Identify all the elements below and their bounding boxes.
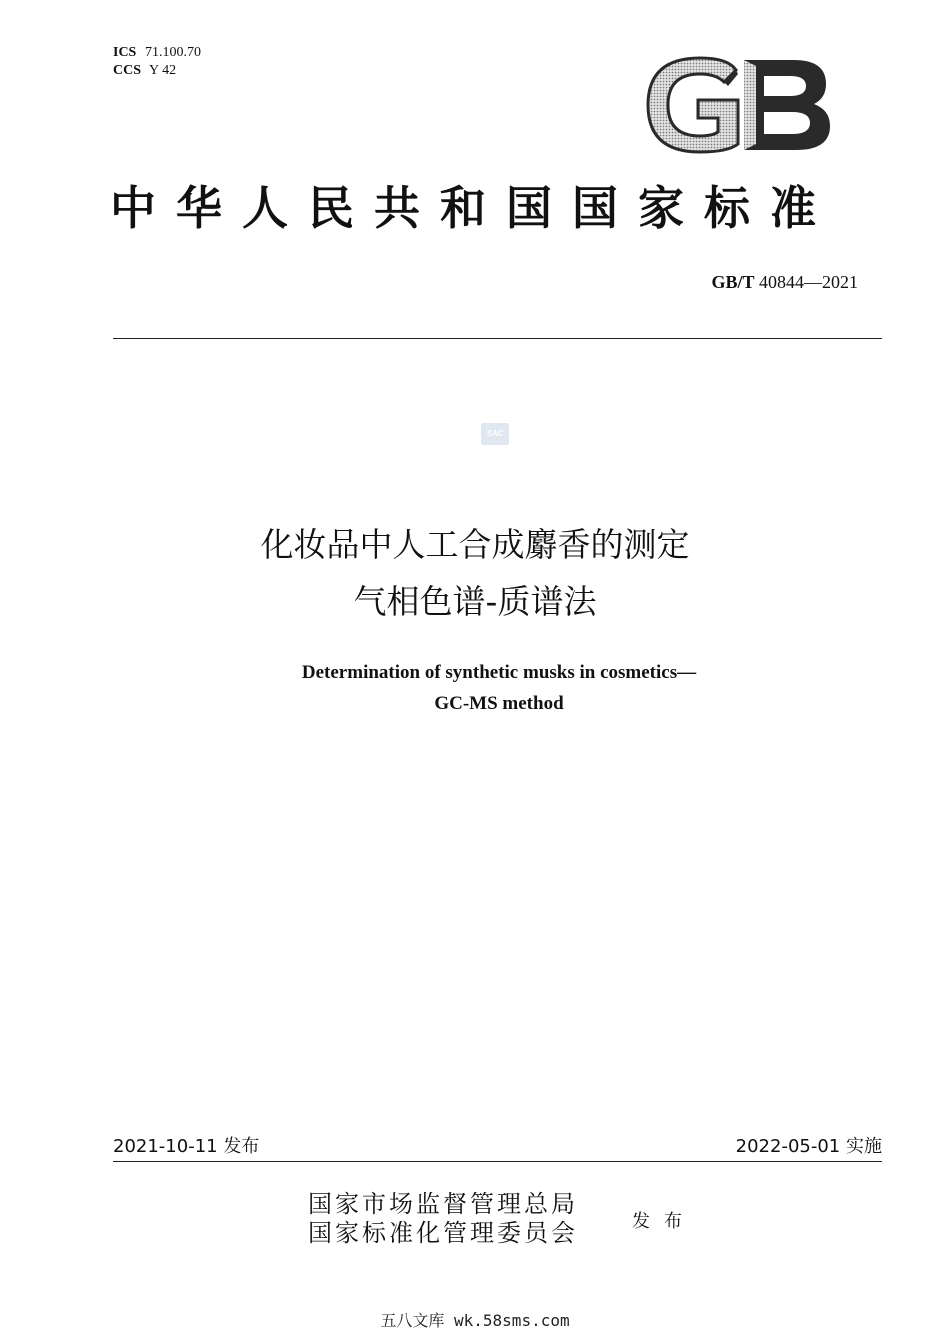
watermark: 五八文库 wk.58sms.com xyxy=(380,1311,570,1330)
ics-label: ICS xyxy=(113,45,137,60)
bottom-divider xyxy=(113,1161,882,1162)
standard-value: 40844—2021 xyxy=(759,272,858,292)
issuing-authorities xyxy=(308,1190,578,1248)
ics-code xyxy=(113,44,201,62)
national-standard-title: 中华人民共和国国家标准 xyxy=(110,181,836,235)
publish-date: 2021-10-11 发布 xyxy=(113,1136,260,1157)
ccs-code xyxy=(113,62,201,80)
title-en-line2: GC-MS method xyxy=(434,693,564,714)
standard-prefix: GB/T xyxy=(711,272,755,292)
gb-logo xyxy=(644,56,832,154)
title-cn-line2: 气相色谱-质谱法 xyxy=(353,582,597,621)
issuer-samr: 国家市场监督管理总局 xyxy=(308,1190,578,1218)
title-en-line1: Determination of synthetic musks in cosmetics— xyxy=(301,662,697,683)
top-divider xyxy=(113,338,882,339)
implement-date: 2022-05-01 实施 xyxy=(735,1136,882,1157)
ccs-label: CCS xyxy=(113,63,142,78)
classification-codes xyxy=(113,44,201,80)
ics-value: 71.100.70 xyxy=(145,45,201,60)
title-cn-line1: 化妆品中人工合成麝香的测定 xyxy=(260,525,690,564)
sac-logo: SAC xyxy=(481,423,509,445)
standard-number xyxy=(711,272,858,293)
ccs-value: Y 42 xyxy=(149,63,177,78)
issue-action: 发布 xyxy=(632,1211,696,1232)
issuer-sac: 国家标准化管理委员会 xyxy=(308,1219,578,1247)
